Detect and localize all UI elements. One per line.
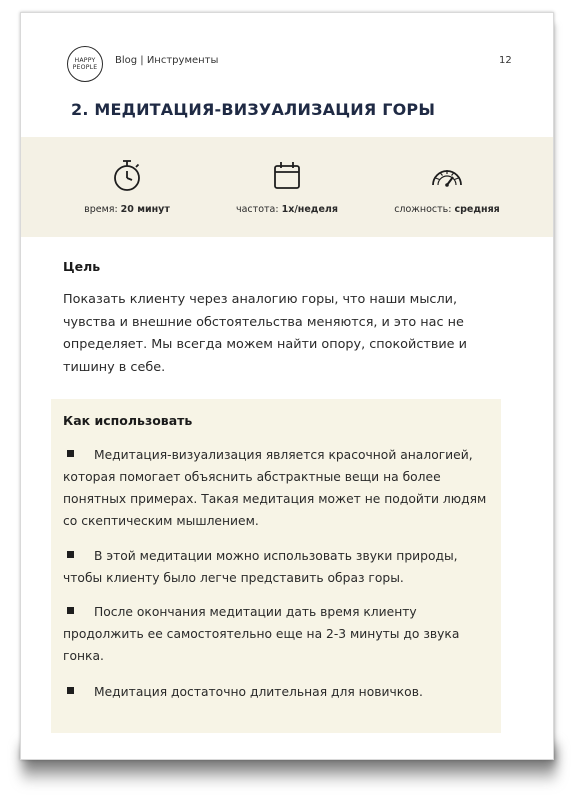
goal-line: чувства и внешние обстоятельства меняются, и это нас не xyxy=(63,314,464,330)
howto-item-text: Медитация достаточно длительная для новичков. xyxy=(94,685,423,699)
goal-line: определяет. Мы всегда можем найти опору, спокойствие и xyxy=(63,337,467,352)
howto-item-text: Медитация-визуализация является красочной аналогией, xyxy=(94,448,473,462)
stat-difficulty-text xyxy=(394,204,500,215)
calendar-icon xyxy=(270,159,304,193)
goal-paragraph xyxy=(63,289,503,379)
stat-time-text xyxy=(84,204,170,215)
bullet-square-icon xyxy=(67,551,74,558)
howto-item xyxy=(63,601,493,667)
howto-item-text: После окончания медитации дать время клиенту xyxy=(94,605,417,619)
howto-heading: Как использовать xyxy=(63,413,193,428)
howto-item-line: которая помогает объяснить абстрактные вещи на более xyxy=(63,470,441,484)
stat-difficulty-label: сложность: xyxy=(394,204,455,215)
bullet-square-icon xyxy=(67,687,74,694)
howto-box xyxy=(51,399,501,733)
stopwatch-icon xyxy=(110,159,144,193)
howto-item-line: чтобы клиенту было легче представить образ горы. xyxy=(63,571,404,585)
document-page xyxy=(20,12,554,760)
goal-heading: Цель xyxy=(63,259,101,274)
page-title: 2. МЕДИТАЦИЯ-ВИЗУАЛИЗАЦИЯ ГОРЫ xyxy=(71,100,436,119)
howto-item xyxy=(63,681,493,703)
stat-difficulty-value: средняя xyxy=(454,204,500,215)
stat-time xyxy=(47,137,207,237)
goal-line: Показать клиенту через аналогию горы, что наши мысли, xyxy=(63,292,458,307)
howto-item-text: В этой медитации можно использовать звуки природы, xyxy=(94,549,458,563)
howto-item-line xyxy=(63,601,493,623)
howto-item-line xyxy=(63,681,493,703)
stat-frequency xyxy=(207,137,367,237)
stat-time-label: время: xyxy=(84,204,121,215)
gauge-icon xyxy=(425,159,469,193)
bullet-square-icon xyxy=(67,450,74,457)
howto-item-line: продолжить ее самостоятельно еще на 2-3 минуты до звука xyxy=(63,627,460,641)
howto-item-line xyxy=(63,444,493,466)
stat-frequency-label: частота: xyxy=(236,204,282,215)
stat-difficulty xyxy=(367,137,527,237)
page-number: 12 xyxy=(499,55,512,66)
stat-frequency-text xyxy=(236,204,338,215)
bullet-square-icon xyxy=(67,607,74,614)
stat-frequency-value: 1х/неделя xyxy=(281,204,338,215)
howto-item xyxy=(63,444,493,532)
howto-item-line: понятных примерах. Такая медитация может не подойти людям xyxy=(63,492,487,506)
howto-item-line xyxy=(63,545,493,567)
howto-item-line: гонка. xyxy=(63,649,104,663)
howto-item xyxy=(63,545,493,589)
stat-time-value: 20 минут xyxy=(120,204,170,215)
breadcrumb: Blog | Инструменты xyxy=(115,55,219,66)
goal-line: тишину в себе. xyxy=(63,359,166,375)
stats-band xyxy=(21,137,553,237)
howto-item-line: со скептическим мышлением. xyxy=(63,514,259,528)
logo-line-2: PEOPLE xyxy=(72,64,98,71)
happy-people-logo xyxy=(67,46,103,82)
logo-line-1: HAPPY xyxy=(74,57,96,64)
